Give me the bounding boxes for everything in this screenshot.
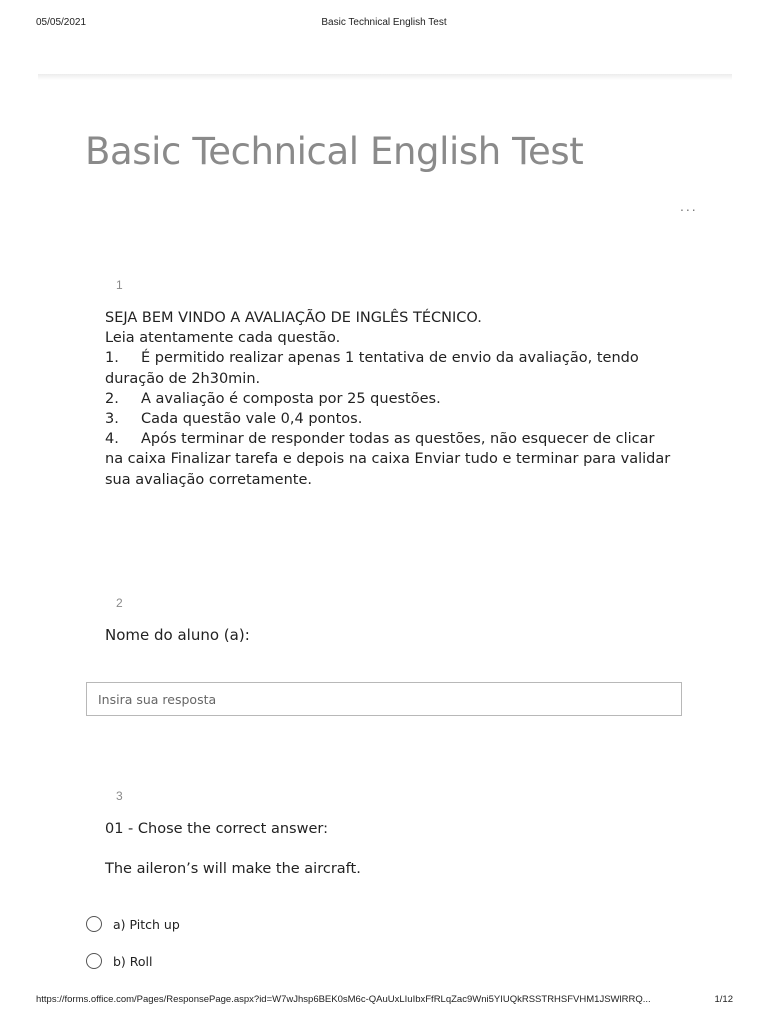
student-name-input[interactable] xyxy=(87,683,681,715)
radio-button[interactable] xyxy=(86,953,102,969)
student-name-field[interactable] xyxy=(86,682,682,716)
intro-item xyxy=(105,348,675,388)
intro-item-text: É permitido realizar apenas 1 tentativa de envio da avaliação, tendo duração de 2h30min. xyxy=(105,350,639,387)
question-2-number: 2 xyxy=(116,596,123,610)
intro-item-number: 2. xyxy=(105,390,119,407)
intro-line: SEJA BEM VINDO A AVALIAÇÃO DE INGLÊS TÉCNICO. xyxy=(105,310,482,326)
intro-item xyxy=(105,389,675,409)
answer-option-a[interactable] xyxy=(86,914,180,934)
print-footer xyxy=(0,994,768,1008)
intro-item xyxy=(105,429,675,490)
question-2-text: Nome do aluno (a): xyxy=(105,626,250,644)
radio-button[interactable] xyxy=(86,916,102,932)
print-page-number: 1/12 xyxy=(714,994,733,1005)
intro-line: Leia atentamente cada questão. xyxy=(105,330,341,347)
question-1-number: 1 xyxy=(116,278,123,292)
intro-item-number: 3. xyxy=(105,411,119,428)
intro-item-number: 1. xyxy=(105,350,119,367)
question-3-text: 01 - Chose the correct answer: xyxy=(105,821,328,837)
answer-option-label: a) Pitch up xyxy=(113,916,180,932)
print-date: 05/05/2021 xyxy=(36,17,87,28)
question-1-intro xyxy=(105,308,675,490)
question-3-statement: The aileron’s will make the aircraft. xyxy=(105,861,361,877)
more-options-button[interactable]: ... xyxy=(680,198,698,214)
intro-item-number: 4. xyxy=(105,431,119,448)
print-page-title: Basic Technical English Test xyxy=(321,17,447,28)
intro-item xyxy=(105,409,675,429)
print-header xyxy=(0,17,768,31)
intro-item-text: Após terminar de responder todas as questões, não esquecer de clicar na caixa Finalizar tarefa e depois na caixa Enviar tudo e terminar para validar sua avaliação corretamente. xyxy=(105,431,671,488)
answer-option-label: b) Roll xyxy=(113,953,153,969)
question-3-number: 3 xyxy=(116,789,123,803)
print-url: https://forms.office.com/Pages/ResponsePage.aspx?id=W7wJhsp6BEK0sM6c-QAuUxLIuIbxFfRLqZac9Wni5YIUQkRSSTRHSFVHM1JSWlRRQ... xyxy=(36,994,651,1005)
form-top-divider xyxy=(38,74,732,80)
form-title: Basic Technical English Test xyxy=(85,130,584,173)
intro-item-text: Cada questão vale 0,4 pontos. xyxy=(141,411,363,428)
answer-option-b[interactable] xyxy=(86,951,153,971)
intro-item-text: A avaliação é composta por 25 questões. xyxy=(141,390,441,407)
